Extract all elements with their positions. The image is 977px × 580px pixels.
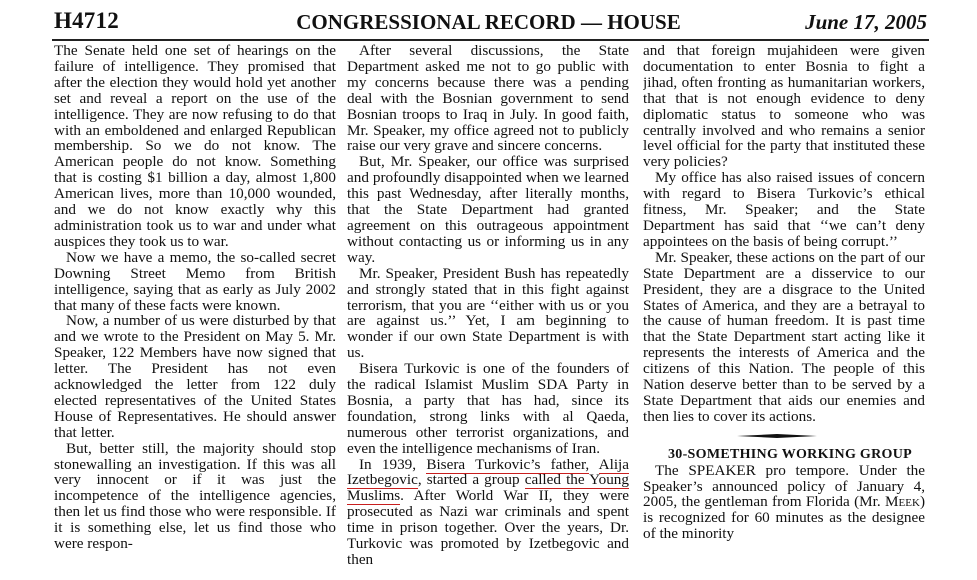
paragraph — [347, 457, 629, 568]
paragraph: Bisera Turkovic is one of the founders of the radical Islamist Muslim SDA Party in Bosnia, a party that has had, since its foundation, strong links with al Qaeda, numerous other terrorist organizations, and even the intelligence mechanisms of Iran. — [347, 360, 629, 457]
paragraph: After several discussions, the State Department asked me not to go public with my concerns because there was a pending deal with the Bosnian government to send Bosnian troops to Iraq in July. In good faith, Mr. Speaker, my office agreed not to publicly raise our very grave and sincere concerns. — [347, 43, 629, 155]
paragraph: Now we have a memo, the so-called secret Downing Street Memo from British intelligence, saying that as early as July 2002 that many of these facts were known. — [54, 248, 336, 314]
text-run: ) is recognized for 60 minutes as the designee of the minority — [643, 493, 925, 543]
publication-date: June 17, 2005 — [805, 10, 927, 34]
paragraph: But, better still, the majority should stop stonewalling an investigation. If this was all very innocent or if it was just the incompetence of the intelligence agencies, then let us find those who were responsible. If it is something else, let us find those who were respon- — [54, 439, 336, 553]
text-run: , started a group — [417, 471, 525, 489]
separator-rule — [737, 434, 817, 438]
paragraph: The Senate held one set of hearings on the failure of intelligence. They promised that after the election they would hold yet another set and reveal a report on the use of the intelligence. They are now refusing to do that with an emboldened and enlarged Republican membership. So we do not know. The American people do not know. Something that is costing $1 billion a day, almost 1,800 American lives, more than 10,000 wounded, and we do not know exactly why this administration took us to war and under what auspices they took us to war. — [54, 43, 336, 250]
paragraph: Mr. Speaker, these actions on the part of our State Department are a disservice to our President, they are a disgrace to the United States of America, and they are a betrayal to the cause of human freedom. It is past time that the State Department start acting like it represents the interests of America and the citizens of this Nation. The people of this Nation deserve better than to be served by a State Department that aids our enemies and then lies to cover its actions. — [643, 248, 925, 425]
page-number: H4712 — [54, 8, 119, 33]
publication-title: CONGRESSIONAL RECORD — HOUSE — [296, 10, 681, 34]
column-1 — [54, 43, 336, 580]
underlined-text: Bisera Turkovic’s father, — [426, 455, 590, 473]
page-header — [0, 0, 977, 44]
paragraph: But, Mr. Speaker, our office was surprised and profoundly disappointed when we learned this past Wednesday, after literally months, that the State Department had granted agreement on this outrageous appointment without contacting us or informing us in any way. — [347, 153, 629, 266]
text-run — [589, 456, 598, 473]
member-name: Meek — [885, 493, 920, 511]
underlined-text: called the Young Muslims — [347, 471, 629, 505]
underlined-text: Alija Izetbegovic — [347, 455, 629, 489]
column-3 — [643, 43, 925, 580]
column-2 — [347, 43, 629, 580]
paragraph: My office has also raised issues of concern with regard to Bisera Turkovic’s ethical fitness, Mr. Speaker; and the State Department has said that ‘‘we can’t deny appointees on the basis of being corrupt.’’ — [643, 169, 925, 250]
paragraph: Mr. Speaker, President Bush has repeatedly and strongly stated that in this fight against terrorism, that you are ‘‘either with us or you are against us.’’ Yet, I am beginning to wonder if our own State Department is with us. — [347, 264, 629, 362]
paragraph: Now, a number of us were disturbed by that and we wrote to the President on May 5. Mr. Speaker, 122 Members have now signed that letter. The President has not even acknowledged the letter from 122 duly elected representatives of the United States House of Representatives. He should answer that letter. — [54, 312, 336, 441]
paragraph — [643, 463, 925, 543]
text-run: In 1939, — [359, 455, 427, 473]
header-rule — [52, 39, 929, 41]
text-run: The SPEAKER pro tempore. Under the Speaker’s announced policy of January 4, 2005, the gentleman from Florida (Mr. — [643, 461, 925, 511]
text-run: . After World War II, they were prosecuted as Nazi war criminals and spent time in prison together. Over the years, Dr. Turkovic was promoted by Izetbegovic and then — [347, 487, 629, 568]
section-heading: 30-SOMETHING WORKING GROUP — [667, 446, 912, 462]
section-separator — [643, 431, 925, 441]
paragraph: and that foreign mujahideen were given documentation to enter Bosnia to fight a jihad, often fronting as humanitarian workers, that that is not enough evidence to deny diplomatic status to someone who was centrally involved and who remains a senior level official for the party that instituted these very policies? — [643, 43, 925, 171]
